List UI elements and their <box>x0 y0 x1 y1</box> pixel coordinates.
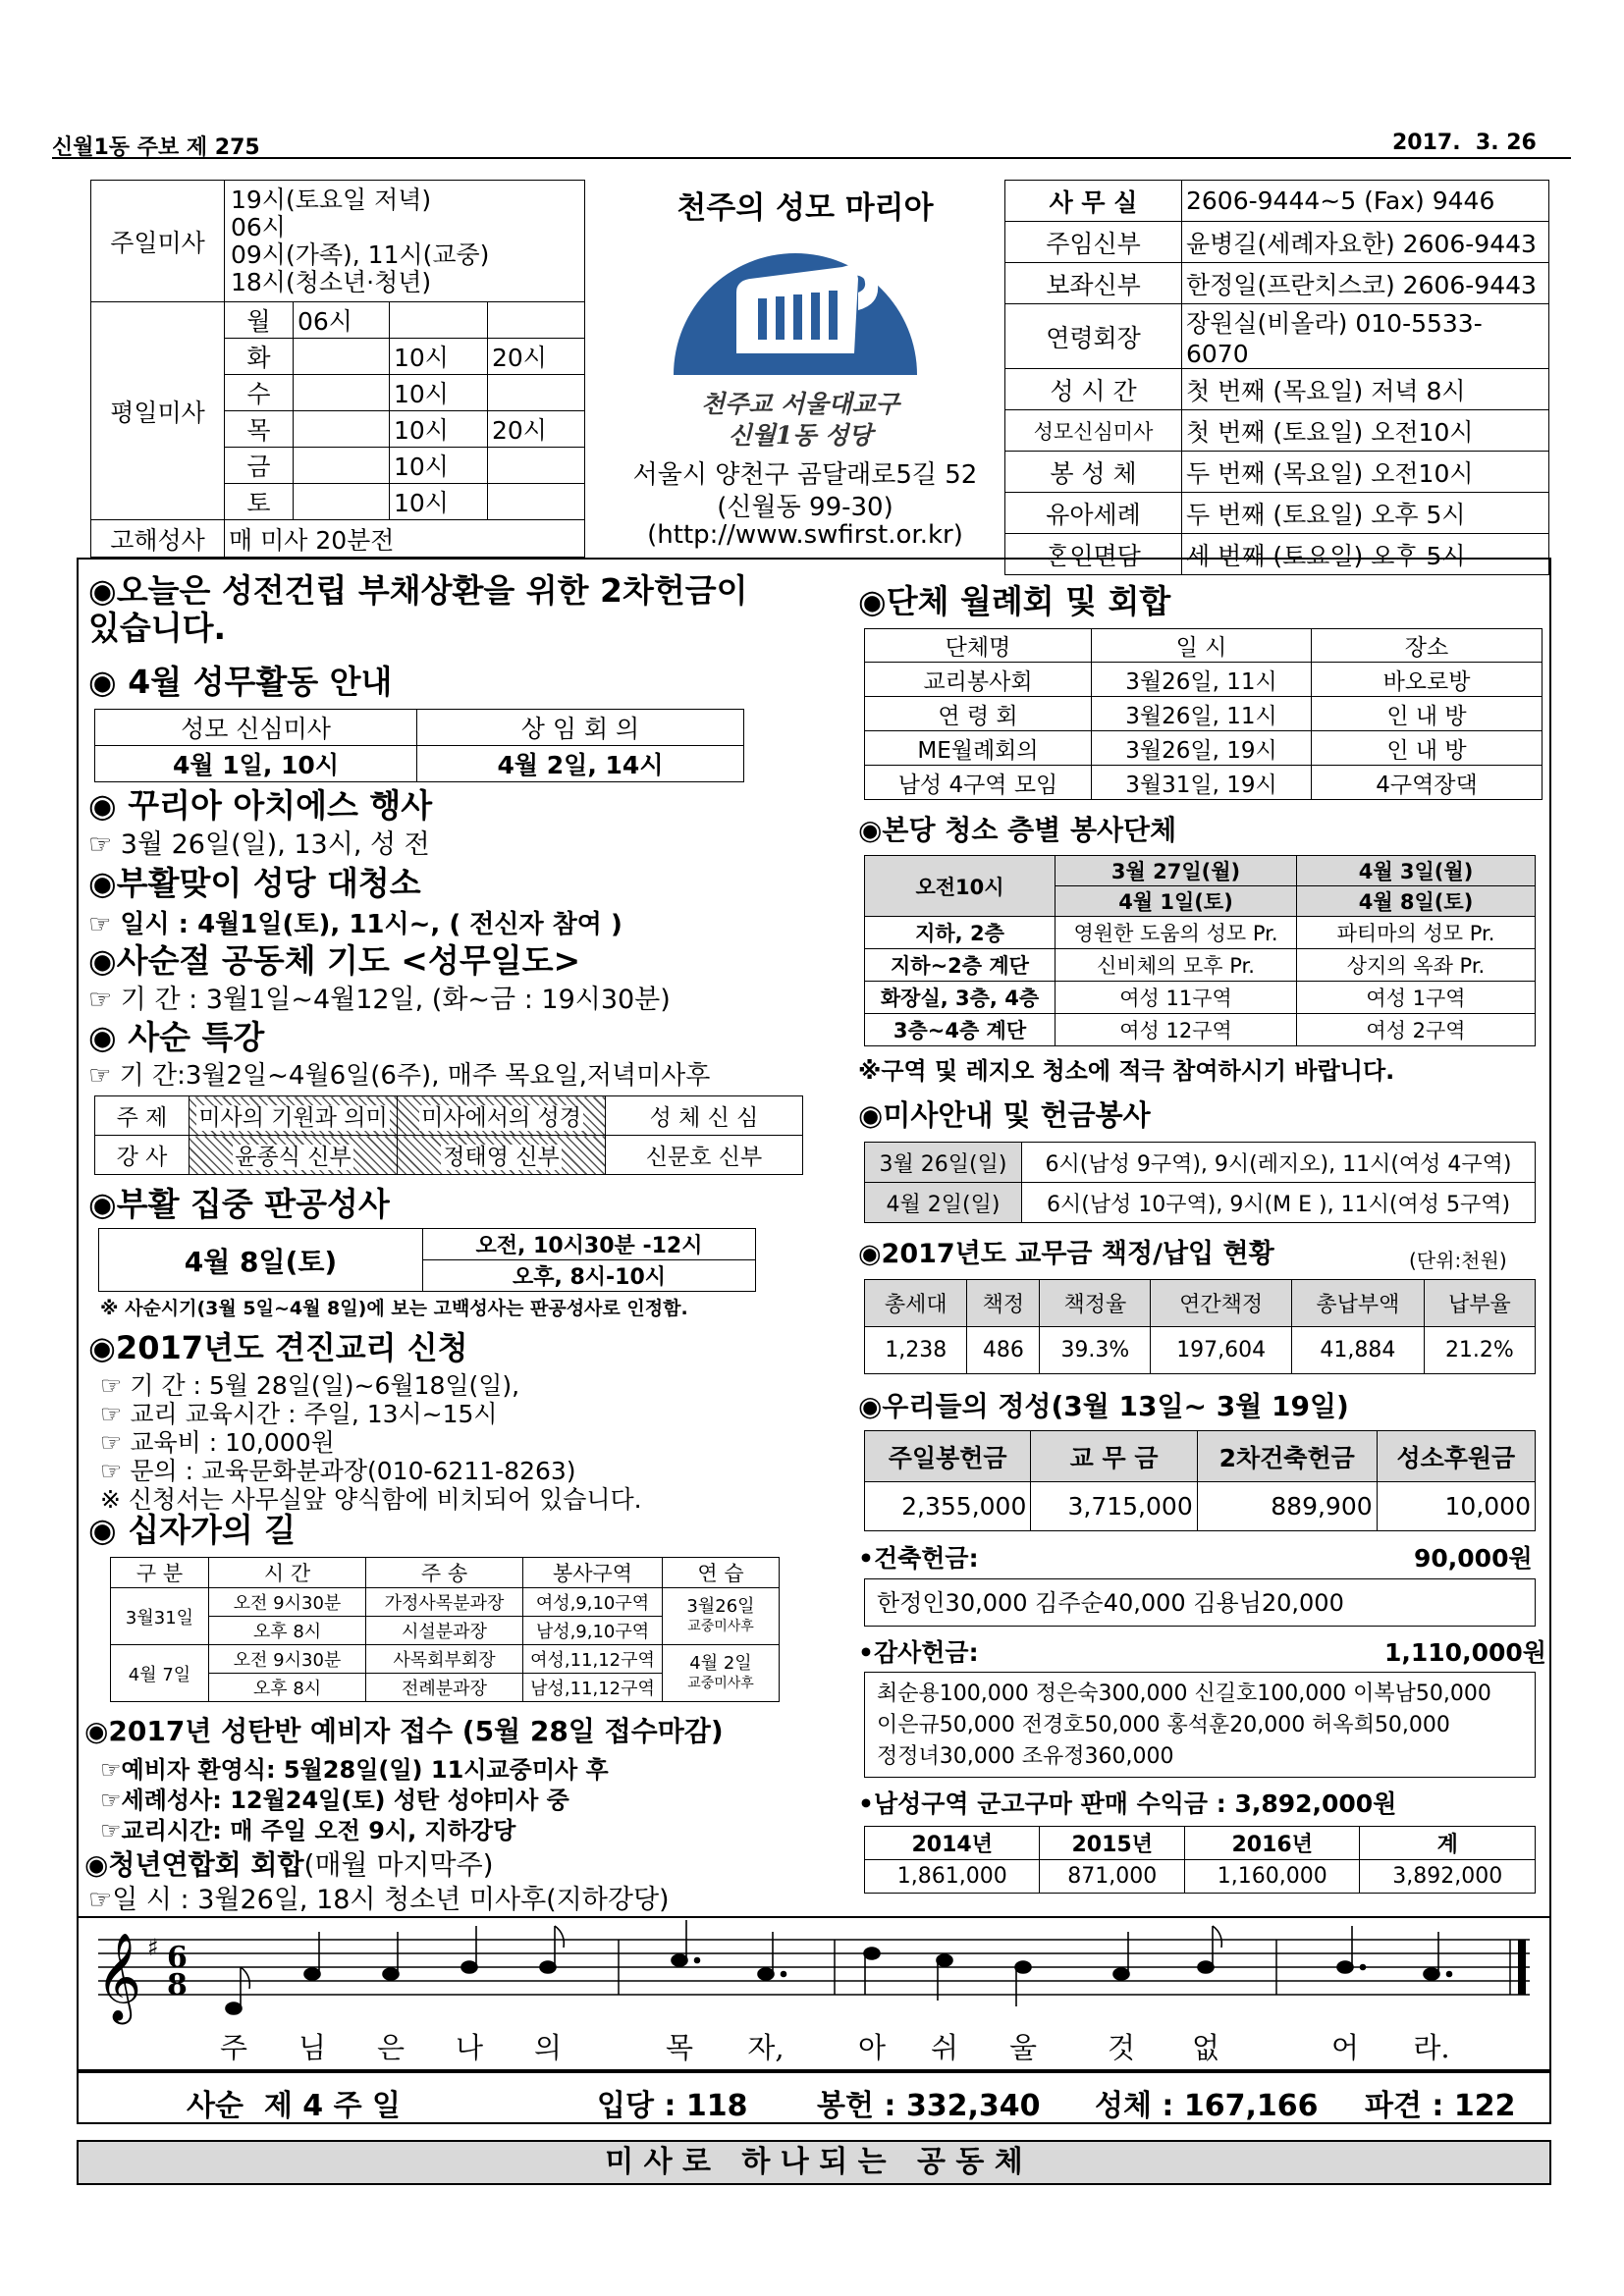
catechism-title: ◉2017년도 견진교리 신청 <box>88 1329 468 1366</box>
stations-of-cross-title: ◉ 십자가의 길 <box>88 1511 297 1549</box>
section-rule <box>77 558 1551 560</box>
curia-line: ☞ 3월 26일(일), 13시, 성 전 <box>88 829 430 860</box>
catechism-details: ☞ 기 간 : 5월 28일(일)~6월18일(일), ☞ 교리 교육시간 : 주일, 13시~15시 ☞ 교육비 : 10,000원 ☞ 문의 : 교육문화분과장(010-6211-8263) ※ 신청서는 사무실앞 양식함에 비치되어 있습니다. <box>100 1371 642 1514</box>
liturgy-stats-bar <box>77 2071 1551 2124</box>
right-border <box>1549 558 1551 1917</box>
music-staff <box>79 1918 1549 2069</box>
svg-text:자,: 자, <box>747 2031 785 2064</box>
cleaning-note: ※구역 및 레지오 청소에 적극 참여하시기 바랍니다. <box>858 1057 1395 1085</box>
church-cleaning-title: ◉본당 청소 층별 봉사단체 <box>858 814 1177 846</box>
confession-value: 매 미사 20분전 <box>225 520 585 558</box>
parish-patron-title: 천주의 성모 마리아 <box>677 190 934 226</box>
lent-prayer-line: ☞ 기 간 : 3월1일~4월12일, (화~금 : 19시30분) <box>88 985 671 1015</box>
svg-text:라.: 라. <box>1413 2031 1450 2064</box>
svg-text:아: 아 <box>857 2031 887 2064</box>
confession-note: ※ 사순시기(3월 5일~4월 8일)에 보는 고백성사는 판공성사로 인정함. <box>100 1298 688 1319</box>
offering-table: 주일봉헌금 교 무 금 2차건축헌금 성소후원금 2,355,000 3,715,000 889,900 10,000 <box>864 1430 1536 1531</box>
svg-text:울: 울 <box>1008 2031 1038 2064</box>
confession-title: ◉부활 집중 판공성사 <box>88 1185 390 1223</box>
april-activities-table: 성모 신심미사 상 임 회 의 4월 1일, 10시 4월 2일, 14시 <box>94 709 744 782</box>
svg-text:의: 의 <box>533 2031 563 2064</box>
parish-address: 서울시 양천구 곰달래로5길 52 <box>632 460 978 490</box>
communion-hymn: 성체 : 167,166 <box>1095 2089 1319 2123</box>
groups-meeting-title: ◉단체 월례회 및 회합 <box>858 582 1171 620</box>
lent-lecture-table: 주 제 미사의 기원과 의미 미사에서의 성경 성 체 신 심 강 사 윤종식 신부 정태영 신부 신문호 신부 <box>94 1095 803 1175</box>
parish-calligraphy-2: 신월1동 성당 <box>728 421 873 450</box>
christmas-catechumen-title: ◉2017년 성탄반 예비자 접수 (5월 28일 접수마감) <box>84 1715 724 1747</box>
sweet-potato-table: 2014년 2015년 2016년 계 1,861,000 871,000 1,160,000 3,892,000 <box>864 1826 1536 1894</box>
confession-table: 4월 8일(토) 오전, 10시30분 -12시 오후, 8시-10시 <box>98 1228 756 1292</box>
time-signature-numerator: 6 <box>167 1941 188 1975</box>
lent-prayer-title: ◉사순절 공동체 기도 <성무일도> <box>88 941 581 980</box>
church-cleaning-table: 오전10시 3월 27일(월) 4월 3일(월) 4월 1일(토) 4월 8일(토) 지하, 2층 영원한 도움의 성모 Pr. 파티마의 성모 Pr. 지하~2층 계단 신비체의 모후 Pr. 상지의 옥좌 Pr. 화장실, 3층, 4층 여성 11구역 여성 1구역 3층~4층 계단 여성 12구역 여성 2구역 <box>864 855 1536 1046</box>
svg-text:은: 은 <box>376 2031 406 2064</box>
parish-address-2: (신월동 99-30) <box>717 493 893 522</box>
svg-text:쉬: 쉬 <box>930 2031 959 2064</box>
offertory-hymn: 봉헌 : 332,340 <box>817 2089 1041 2123</box>
thanks-offering-total: 1,110,000원 <box>1384 1638 1546 1667</box>
svg-text:목: 목 <box>665 2031 694 2064</box>
svg-text:나: 나 <box>455 2031 484 2064</box>
lent-lecture-title: ◉ 사순 특강 <box>88 1018 265 1056</box>
office-info-table: 사 무 실 2606-9444~5 (Fax) 9446 주임신부 윤병길(세례자요한) 2606-9443 보좌신부 한정일(프란치스코) 2606-9443 연령회장 장원실(비올라) 010-5533-6070 성 시 간 첫 번째 (목요일) 저녁 8시 성모신심미사 첫 번째 (토요일) 오전10시 봉 성 체 두 번째 (목요일) 오전10시 유아세례 두 번째 (토요일) 오후 5시 혼인면담 세 번째 (토요일) 오후 5시 <box>1004 180 1549 575</box>
mass-offering-table: 3월 26일(일) 6시(남성 9구역), 9시(레지오), 11시(여성 4구역) 4월 2일(일) 6시(남성 10구역), 9시(M E ), 11시(여성 5구역) <box>864 1142 1536 1223</box>
entrance-hymn: 입당 : 118 <box>597 2089 748 2123</box>
bulletin-number: 신월1동 주보 제 275 <box>52 135 260 160</box>
april-activities-title: ◉ 4월 성무활동 안내 <box>88 663 393 701</box>
key-sharp-icon: ♯ <box>147 1934 159 1961</box>
building-offering-label: •건축헌금: <box>858 1544 979 1573</box>
svg-text:어: 어 <box>1330 2031 1360 2064</box>
sunday-mass-label: 주일미사 <box>91 181 225 302</box>
dues-table: 총세대 책정 책정율 연간책정 총납부액 납부율 1,238 486 39.3% 197,604 41,884 21.2% <box>864 1279 1536 1374</box>
svg-text:없: 없 <box>1191 2031 1220 2064</box>
parish-calligraphy-1: 천주교 서울대교구 <box>701 390 899 418</box>
bulletin-date: 2017. 3. 26 <box>1392 131 1537 155</box>
youth-meeting-line: ☞일 시 : 3월26일, 18시 청소년 미사후(지하강당) <box>88 1885 670 1915</box>
music-staff-box <box>77 1916 1551 2071</box>
stations-of-cross-table: 구 분 시 간 주 송 봉사구역 연 습 3월31일 오전 9시30분 가정사목분과장 여성,9,10구역 3월26일 교중미사후 오후 8시 시설분과장 남성,9,10구역 4월 7일 오전 9시30분 사목회부회장 여성,11,12구역 4월 2일 교중미사후 오후 8시 전례분과장 남성,11,12구역 <box>110 1557 780 1702</box>
hymn-lyrics <box>220 2031 1450 2064</box>
offering-title: ◉우리들의 정성(3월 13일~ 3월 19일) <box>858 1390 1349 1422</box>
confession-label: 고해성사 <box>91 520 225 558</box>
notice-second-collection: ◉오늘은 성전건립 부채상환을 위한 2차헌금이 있습니다. <box>88 571 748 647</box>
svg-text:님: 님 <box>298 2031 327 2064</box>
weekday-mass-label: 평일미사 <box>91 302 225 520</box>
building-offering-total: 90,000원 <box>1414 1544 1533 1573</box>
building-offering-donors: 한정인30,000 김주순40,000 김용님20,000 <box>864 1578 1536 1627</box>
thanks-offering-label: •감사헌금: <box>858 1638 979 1667</box>
parish-motto: 미 사 로 하 나 되 는 공 동 체 <box>77 2140 1551 2185</box>
time-signature-denominator: 8 <box>167 1968 188 2002</box>
church-logo <box>668 228 923 377</box>
treble-clef-icon: 𝄞 <box>96 1933 142 2021</box>
mass-schedule-table: 주일미사 19시(토요일 저녁) 06시 09시(가족), 11시(교중) 18시(청소년·청년) 평일미사 월 06시 화 10시 20시 수 10시 목 10시 20시 금 10시 토 10시 고해성사 매 미사 20분전 <box>90 180 585 558</box>
curia-title: ◉ 꾸리아 아치에스 행사 <box>88 786 433 825</box>
groups-meeting-table: 단체명 일 시 장소 교리봉사회 3월26일, 11시 바오로방 연 령 회 3월26일, 11시 인 내 방 ME월례회의 3월26일, 19시 인 내 방 남성 4구역 모임 3월31일, 19시 4구역장댁 <box>864 628 1543 800</box>
liturgical-week: 사순 제 4 주 일 <box>187 2089 401 2123</box>
mass-offering-title: ◉미사안내 및 헌금봉사 <box>858 1098 1151 1132</box>
christmas-catechumen-details: ☞예비자 환영식: 5월28일(일) 11시교중미사 후 ☞세례성사: 12월24일(토) 성탄 성야미사 중 ☞교리시간: 매 주일 오전 9시, 지하강당 <box>100 1756 609 1844</box>
svg-text:주: 주 <box>219 2031 248 2064</box>
sunday-mass-times: 19시(토요일 저녁) 06시 09시(가족), 11시(교중) 18시(청소년·청년) <box>225 181 585 302</box>
header-rule <box>52 157 1571 159</box>
svg-text:것: 것 <box>1107 2031 1136 2064</box>
sweet-potato-title: •남성구역 군고구마 판매 수익금 : 3,892,000원 <box>858 1789 1397 1818</box>
dues-unit: (단위:천원) <box>1409 1249 1507 1272</box>
dismissal-hymn: 파견 : 122 <box>1365 2089 1516 2123</box>
dues-title: ◉2017년도 교무금 책정/납입 현황 <box>858 1239 1274 1269</box>
cleaning-line: ☞ 일시 : 4월1일(토), 11시~, ( 전신자 참여 ) <box>88 910 623 939</box>
youth-meeting-title: ◉청년연합회 회합(매월 마지막주) <box>84 1848 494 1881</box>
cleaning-title: ◉부활맞이 성당 대청소 <box>88 864 421 902</box>
thanks-offering-donors: 최순용100,000 정은숙300,000 신길호100,000 이복남50,000 이은규50,000 전경호50,000 홍석훈20,000 허옥희50,000 정정녀30,000 조유정360,000 <box>864 1672 1536 1778</box>
left-border <box>77 558 79 1917</box>
lent-lecture-line: ☞ 기 간:3월2일~4월6일(6주), 매주 목요일,저녁미사후 <box>88 1061 711 1091</box>
parish-website: (http://www.swfirst.or.kr) <box>647 520 963 550</box>
